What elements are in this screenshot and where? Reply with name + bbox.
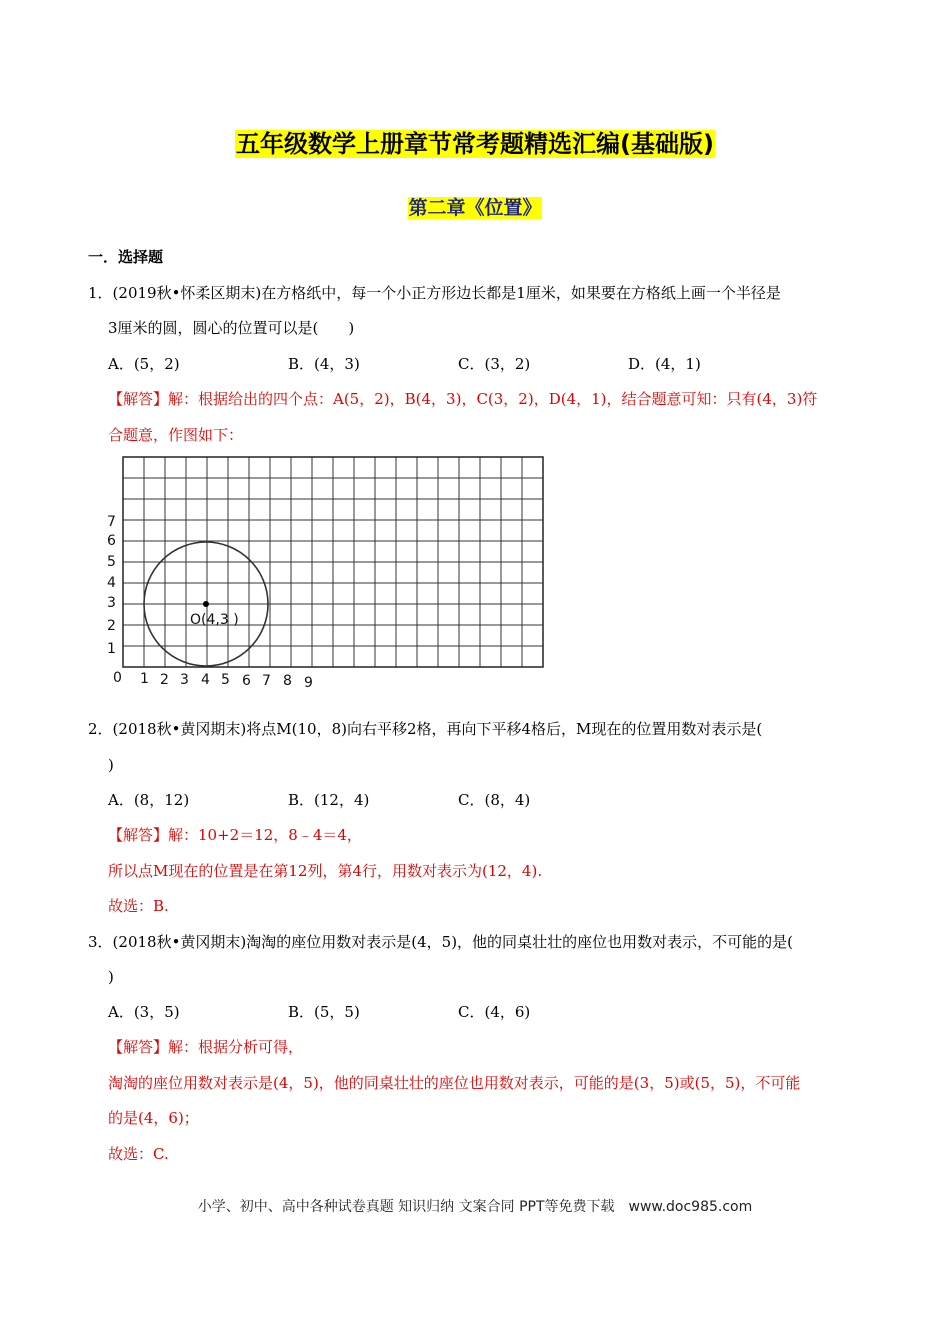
q3-answer-line3: 的是(4，6)； <box>108 1109 199 1127</box>
q1-answer-line2: 合题意，作图如下： <box>108 426 244 444</box>
section-heading: 一．选择题 <box>88 248 164 266</box>
x-label-2: 2 <box>160 672 169 688</box>
q2-text-line2: ) <box>108 756 114 774</box>
chapter-title: 第二章《位置》 <box>408 197 542 219</box>
document-title: 五年级数学上册章节常考题精选汇编(基础版) <box>236 130 714 158</box>
q3-text-line2: ) <box>108 968 114 986</box>
q1-option-d: D．(4，1) <box>628 355 701 373</box>
y-label-1: 1 <box>107 641 116 657</box>
q2-option-c: C．(8，4) <box>458 791 531 809</box>
y-label-3: 3 <box>107 595 116 611</box>
y-axis-labels <box>107 514 116 657</box>
x-label-7: 7 <box>262 673 271 689</box>
center-point <box>203 601 209 607</box>
q3-answer-line2: 淘淘的座位用数对表示是(4，5)，他的同桌壮壮的座位也用数对表示，可能的是(3，5)或(5，5)，不可能 <box>108 1074 801 1092</box>
q1-answer-line1: 【解答】解：根据给出的四个点：A(5，2)，B(4，3)，C(3，2)，D(4，1)，结合题意可知：只有(4，3)符 <box>108 390 818 408</box>
q3-option-c: C．(4，6) <box>458 1003 531 1021</box>
q2-option-b: B．(12，4) <box>288 791 370 809</box>
q3-option-a: A．(3，5) <box>108 1003 180 1021</box>
x-label-6: 6 <box>242 673 251 689</box>
y-label-6: 6 <box>107 533 116 549</box>
q2-answer-line1: 【解答】解：10+2＝12，8﹣4＝4， <box>108 826 362 844</box>
y-label-5: 5 <box>107 554 116 570</box>
x-label-4: 4 <box>201 672 210 688</box>
q1-option-b: B．(4，3) <box>288 355 360 373</box>
q2-option-a: A．(8，12) <box>108 791 190 809</box>
y-label-2: 2 <box>107 618 116 634</box>
q1-option-a: A．(5，2) <box>108 355 180 373</box>
center-point-label: O(4,3 ) <box>190 612 239 628</box>
q3-text-line1: 3．(2018秋•黄冈期末)淘淘的座位用数对表示是(4，5)，他的同桌壮壮的座位也用数对表示，不可能的是( <box>88 933 793 951</box>
q3-answer-line1: 【解答】解：根据分析可得， <box>108 1038 304 1056</box>
q1-text-line1: 1．(2019秋•怀柔区期末)在方格纸中，每一个小正方形边长都是1厘米，如果要在方格纸上画一个半径是 <box>88 284 781 302</box>
q2-answer-line3: 故选：B. <box>108 897 169 915</box>
y-label-4: 4 <box>107 575 116 591</box>
q1-option-c: C．(3，2) <box>458 355 531 373</box>
grid-lines <box>123 457 543 667</box>
x-label-5: 5 <box>221 672 230 688</box>
x-label-3: 3 <box>180 672 189 688</box>
footer-download-text: 小学、初中、高中各种试卷真题 知识归纳 文案合同 PPT等免费下载 www.doc985.com <box>197 1199 753 1215</box>
q2-text-line1: 2．(2018秋•黄冈期末)将点M(10，8)向右平移2格，再向下平移4格后，M现在的位置用数对表示是( <box>88 720 763 738</box>
q1-text-line2: 3厘米的圆，圆心的位置可以是( ) <box>108 319 355 337</box>
x-label-8: 8 <box>283 673 292 689</box>
q2-answer-line2: 所以点M现在的位置是在第12列，第4行，用数对表示为(12，4). <box>108 862 543 880</box>
x-label-9: 9 <box>304 675 313 691</box>
q3-answer-line4: 故选：C. <box>108 1145 169 1163</box>
x-axis-labels <box>113 670 313 691</box>
q3-option-b: B．(5，5) <box>288 1003 360 1021</box>
coordinate-grid-figure <box>100 452 550 692</box>
y-label-7: 7 <box>107 514 116 530</box>
x-label-0: 0 <box>113 670 122 686</box>
x-label-1: 1 <box>140 671 149 687</box>
